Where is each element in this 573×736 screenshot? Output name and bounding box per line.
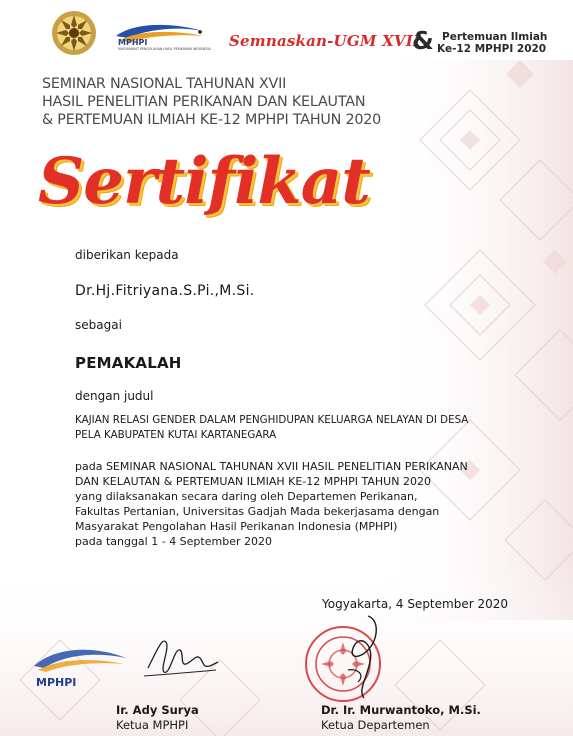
event-secondary-line1: Pertemuan Ilmiah [442, 31, 548, 43]
event-description-line: pada tanggal 1 - 4 September 2020 [75, 535, 272, 548]
certificate-heading: Sertifikat [38, 144, 370, 219]
recipient-name: Dr.Hj.Fitriyana.S.Pi.,M.Si. [75, 283, 255, 299]
seminar-title-line1: SEMINAR NASIONAL TAHUNAN XVII [42, 76, 287, 92]
svg-text:MPHPI: MPHPI [36, 676, 77, 689]
left-signature-scribble-icon [140, 628, 220, 686]
title-label: dengan judul [75, 389, 154, 403]
event-description-line: pada SEMINAR NASIONAL TAHUNAN XVII HASIL PENELITIAN PERIKANAN [75, 460, 468, 473]
event-primary-title: Semnaskan-UGM XVII [229, 32, 421, 50]
participant-role: PEMAKALAH [75, 354, 182, 372]
ugm-seal-icon [50, 9, 98, 57]
paper-title-line2: PELA KABUPATEN KUTAI KARTANEGARA [75, 429, 277, 441]
right-signature-scribble-icon [328, 610, 386, 702]
place-date: Yogyakarta, 4 September 2020 [322, 597, 508, 611]
event-description-line: Masyarakat Pengolahan Hasil Perikanan Indonesia (MPHPI) [75, 520, 398, 533]
event-description-line: DAN KELAUTAN & PERTEMUAN ILMIAH KE-12 MPHPI TAHUN 2020 [75, 475, 431, 488]
right-signatory-name: Dr. Ir. Murwantoko, M.Si. [321, 703, 481, 717]
as-label: sebagai [75, 318, 122, 332]
event-description-line: yang dilaksanakan secara daring oleh Departemen Perikanan, [75, 490, 418, 503]
event-secondary-line2: Ke-12 MPHPI 2020 [437, 43, 547, 55]
left-signatory-position: Ketua MPHPI [116, 718, 189, 732]
left-signatory-name: Ir. Ady Surya [116, 703, 199, 717]
mphpi-signature-logo-icon [32, 640, 128, 690]
mphpi-logo-label: MPHPI [118, 38, 148, 47]
paper-title-line1: KAJIAN RELASI GENDER DALAM PENGHIDUPAN KELUARGA NELAYAN DI DESA [75, 414, 469, 426]
mphpi-logo-sublabel: MASYARAKAT PENGOLAHAN HASIL PERIKANAN INDONESIA [118, 47, 211, 51]
seminar-title-line2: HASIL PENELITIAN PERIKANAN DAN KELAUTAN [42, 94, 366, 110]
event-description-line: Fakultas Pertanian, Universitas Gadjah Mada bekerjasama dengan [75, 505, 440, 518]
right-signatory-position: Ketua Departemen [321, 718, 430, 732]
given-to-label: diberikan kepada [75, 248, 179, 262]
event-ampersand: & [412, 26, 434, 55]
seminar-title-line3: & PERTEMUAN ILMIAH KE-12 MPHPI TAHUN 2020 [42, 112, 382, 128]
